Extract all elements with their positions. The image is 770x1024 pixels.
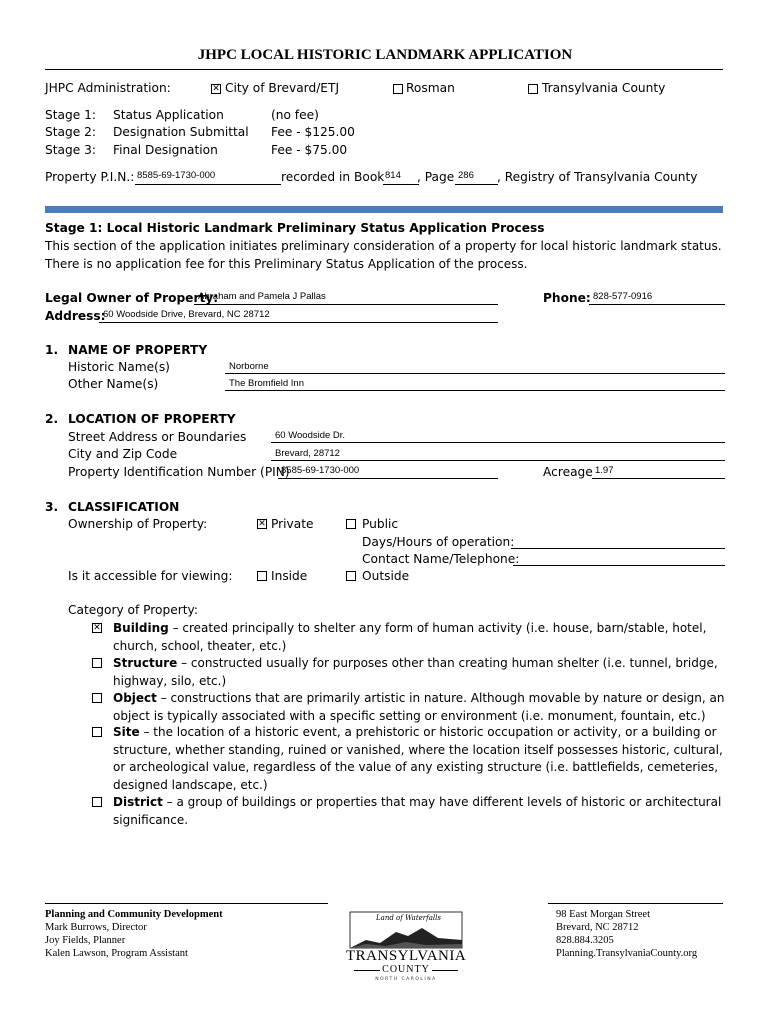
category-object [113, 690, 731, 725]
pin-label: Property P.I.N.: [45, 170, 135, 184]
historic-name-label: Historic Name(s) [68, 360, 170, 374]
acreage-label: Acreage [543, 465, 593, 479]
book-input[interactable]: 814 [385, 170, 401, 181]
category-structure [113, 655, 731, 690]
category-building-checkbox[interactable] [92, 623, 102, 633]
acreage-input[interactable]: 1.97 [595, 465, 614, 476]
checked-x-icon: ✕ [258, 519, 266, 529]
footer-rule-left [45, 903, 328, 904]
logo-state: NORTH CAROLINA [375, 977, 437, 982]
stage1-intro: This section of the application initiates preliminary consideration of a property for local historic landmark status. There is no application fee for this Preliminary Status Application of the process. [45, 239, 722, 271]
inside-label: Inside [271, 569, 308, 583]
section2-number: 2. [45, 412, 59, 426]
category-term: District [113, 795, 163, 809]
recorded-label: recorded in Book [281, 170, 385, 184]
category-desc: – constructions that are primarily artistic in nature. Although movable by nature or design, an object is typically associated with a specific setting or environment (i.e. monument, fountain, etc.) [113, 691, 725, 723]
footer-address-1: 98 East Morgan Street [556, 909, 650, 920]
section2-heading: LOCATION OF PROPERTY [68, 412, 236, 426]
phone-underline [589, 304, 725, 305]
address-label: Address: [45, 309, 106, 323]
title-rule [45, 69, 723, 70]
category-term: Structure [113, 656, 178, 670]
footer-address-2: Brevard, NC 28712 [556, 922, 639, 933]
stage-2-label: Stage 2: [45, 125, 96, 139]
registry-label: , Registry of Transylvania County [497, 170, 698, 184]
category-term: Site [113, 725, 140, 739]
category-object-checkbox[interactable] [92, 693, 102, 703]
historic-name-underline [225, 373, 725, 374]
days-hours-label: Days/Hours of operation: [362, 535, 515, 549]
admin-label: JHPC Administration: [45, 81, 171, 95]
stage-1-fee: (no fee) [271, 108, 319, 122]
stage-3-fee: Fee - $75.00 [271, 143, 348, 157]
admin-checkbox-transylvania[interactable] [528, 84, 538, 94]
address-input[interactable]: 60 Woodside Drive, Brevard, NC 28712 [103, 309, 270, 320]
logo-county: COUNTY [382, 964, 430, 975]
stage-2-fee: Fee - $125.00 [271, 125, 355, 139]
section1-heading: NAME OF PROPERTY [68, 343, 208, 357]
access-label: Is it accessible for viewing: [68, 569, 233, 583]
contact-label: Contact Name/Telephone: [362, 552, 520, 566]
acreage-underline [592, 478, 725, 479]
footer-staff-3: Kalen Lawson, Program Assistant [45, 948, 188, 959]
street-label: Street Address or Boundaries [68, 430, 247, 444]
category-district [113, 794, 731, 829]
category-term: Building [113, 621, 169, 635]
other-name-label: Other Name(s) [68, 377, 159, 391]
checked-x-icon: ✕ [93, 623, 101, 633]
public-checkbox[interactable] [346, 519, 356, 529]
footer-rule-right [548, 903, 723, 904]
category-building [113, 620, 731, 655]
public-label: Public [362, 517, 399, 531]
category-site [113, 724, 731, 794]
stage-2-name: Designation Submittal [113, 125, 249, 139]
admin-option-transylvania-label: Transylvania County [542, 81, 666, 95]
historic-name-input[interactable]: Norborne [229, 361, 269, 372]
section-divider-bar [45, 206, 723, 213]
category-site-checkbox[interactable] [92, 727, 102, 737]
other-name-input[interactable]: The Bromfield Inn [229, 378, 304, 389]
admin-checkbox-rosman[interactable] [393, 84, 403, 94]
category-label: Category of Property: [68, 603, 198, 617]
logo-rule-left [354, 970, 380, 971]
footer-dept: Planning and Community Development [45, 909, 223, 920]
pin-underline [135, 184, 281, 185]
pin-field-underline [278, 478, 498, 479]
admin-option-rosman-label: Rosman [406, 81, 455, 95]
stage1-heading: Stage 1: Local Historic Landmark Preliminary Status Application Process [45, 221, 545, 235]
footer-website[interactable]: Planning.TransylvaniaCounty.org [556, 948, 698, 959]
pin-input[interactable]: 8585-69-1730-000 [137, 170, 216, 181]
ownership-label: Ownership of Property: [68, 517, 208, 531]
category-desc: – created principally to shelter any form of human activity (i.e. house, barn/stable, hotel, church, school, theater, etc.) [113, 621, 707, 653]
page-underline [455, 184, 498, 185]
page-label: , Page [417, 170, 455, 184]
footer-phone: 828.884.3205 [556, 935, 614, 946]
section3-heading: CLASSIFICATION [68, 500, 180, 514]
stage-3-label: Stage 3: [45, 143, 96, 157]
phone-label: Phone: [543, 291, 591, 305]
book-underline [383, 184, 419, 185]
stage-1-label: Stage 1: [45, 108, 96, 122]
admin-checkbox-brevard[interactable] [211, 84, 221, 94]
phone-input[interactable]: 828-577-0916 [593, 291, 653, 302]
address-underline [99, 322, 498, 323]
logo-main: TRANSYLVANIA [346, 948, 467, 964]
city-zip-input[interactable]: Brevard, 28712 [275, 448, 340, 459]
county-logo [346, 910, 466, 986]
page-title: JHPC LOCAL HISTORIC LANDMARK APPLICATION [197, 47, 573, 63]
street-underline [271, 442, 725, 443]
checked-x-icon: ✕ [212, 84, 220, 94]
owner-input[interactable]: Abraham and Pamela J Pallas [198, 291, 326, 302]
city-zip-label: City and Zip Code [68, 447, 178, 461]
street-input[interactable]: 60 Woodside Dr. [275, 430, 346, 441]
owner-underline [194, 304, 498, 305]
logo-script: Land of Waterfalls [376, 914, 441, 922]
section3-number: 3. [45, 500, 59, 514]
pin-field-input[interactable]: 8585-69-1730-000 [281, 465, 360, 476]
private-checkbox[interactable] [257, 519, 267, 529]
stage-1-name: Status Application [113, 108, 224, 122]
category-district-checkbox[interactable] [92, 797, 102, 807]
footer-staff-1: Mark Burrows, Director [45, 922, 147, 933]
inside-checkbox[interactable] [257, 571, 267, 581]
days-hours-input[interactable] [511, 548, 725, 549]
stage-3-name: Final Designation [113, 143, 218, 157]
section1-number: 1. [45, 343, 59, 357]
outside-checkbox[interactable] [346, 571, 356, 581]
category-desc: – the location of a historic event, a prehistoric or historic occupation or activity, or a building or structure, whether standing, ruined or vanished, where the location itself possesses historic, cultural, or archeological value, regardless of the value of any existing structure (i.e. battlefields, cemeteries, designed landscape, etc.) [113, 725, 723, 792]
category-desc: – a group of buildings or properties that may have different levels of historic or architectural significance. [113, 795, 722, 827]
category-desc: – constructed usually for purposes other than creating human shelter (i.e. tunnel, bridge, highway, silo, etc.) [113, 656, 718, 688]
footer-staff-2: Joy Fields, Planner [45, 935, 126, 946]
category-structure-checkbox[interactable] [92, 658, 102, 668]
other-name-underline [225, 390, 725, 391]
category-term: Object [113, 691, 157, 705]
outside-label: Outside [362, 569, 410, 583]
admin-option-brevard-label: City of Brevard/ETJ [225, 81, 340, 95]
private-label: Private [271, 517, 314, 531]
pin-field-label: Property Identification Number (PIN) [68, 465, 290, 479]
owner-label: Legal Owner of Property: [45, 291, 219, 305]
page-input[interactable]: 286 [458, 170, 474, 181]
contact-input[interactable] [513, 565, 725, 566]
logo-rule-right [432, 970, 458, 971]
city-zip-underline [271, 460, 725, 461]
